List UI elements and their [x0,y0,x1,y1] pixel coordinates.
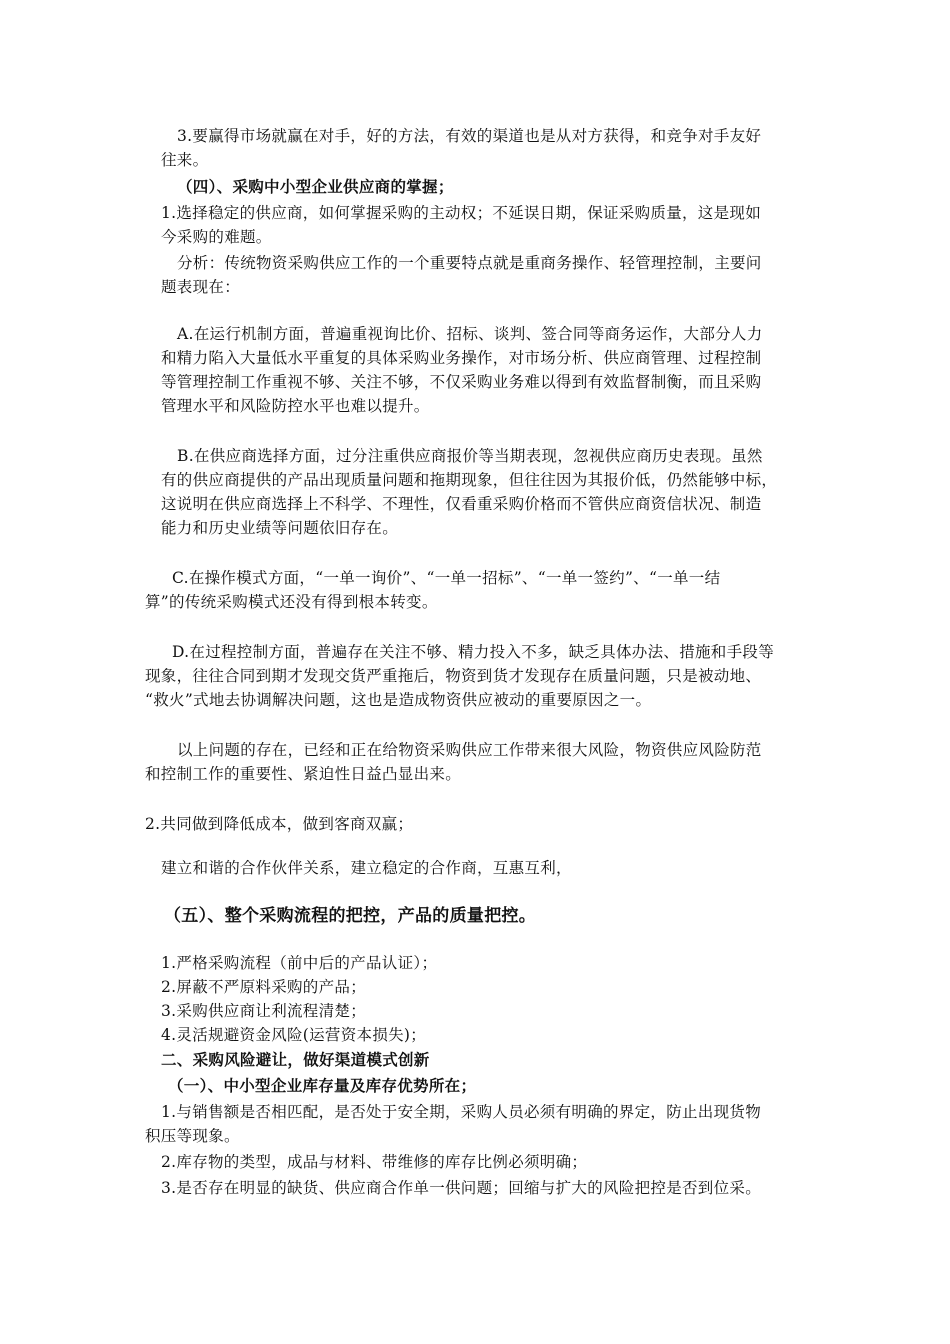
para-1-line-1: 1.选择稳定的供应商，如何掌握采购的主动权；不延误日期，保证采购质量，这是现如 [161,204,761,222]
inventory-item-2: 2.库存物的类型，成品与材料、带维修的库存比例必须明确； [161,1153,588,1171]
point-a-line-3: 等管理控制工作重视不够、关注不够，不仅采购业务难以得到有效监督制衡，而且采购 [161,373,762,391]
point-a-line-4: 管理水平和风险防控水平也难以提升。 [161,397,430,415]
point-a-line-1: A.在运行机制方面，普遍重视询比价、招标、谈判、签合同等商务运作，大部分人力 [177,325,763,343]
list5-item-1: 1.严格采购流程（前中后的产品认证）； [161,954,438,972]
analysis-line-1: 分析：传统物资采购供应工作的一个重要特点就是重商务操作、轻管理控制，主要问 [177,254,762,272]
point-d-line-1: D.在过程控制方面，普遍存在关注不够、精力投入不多，缺乏具体办法、措施和手段等 [172,643,775,661]
list5-item-2: 2.屏蔽不严原料采购的产品； [161,978,366,996]
partnership-line: 建立和谐的合作伙伴关系，建立稳定的合作商，互惠互利， [161,859,572,877]
section-heading-1: （一）、中小型企业库存量及库存优势所在； [168,1076,477,1095]
para-2: 2.共同做到降低成本，做到客商双赢； [145,815,414,833]
section-heading-5: （五）、整个采购流程的把控，产品的质量把控。 [164,906,537,926]
point-d-line-3: “救火”式地去协调解决问题，这也是造成物资供应被动的重要原因之一。 [145,691,652,709]
section-heading-4: （四）、采购中小型企业供应商的掌握； [177,177,454,196]
inventory-item-1-line-1: 1.与销售额是否相匹配，是否处于安全期，采购人员必须有明确的界定，防止出现货物 [161,1103,761,1121]
list5-item-4: 4.灵活规避资金风险(运营资本损失)； [161,1026,427,1044]
point-a-line-2: 和精力陷入大量低水平重复的具体采购业务操作，对市场分析、供应商管理、过程控制 [161,349,762,367]
analysis-line-2: 题表现在： [161,278,241,296]
summary-line-2: 和控制工作的重要性、紧迫性日益凸显出来。 [145,765,462,783]
point-c-line-1: C.在操作模式方面，“一单一询价”、“一单一招标”、“一单一签约”、“一单一结 [172,569,721,587]
point-b-line-3: 这说明在供应商选择上不科学、不理性，仅看重采购价格而不管供应商资信状况、制造 [161,495,762,513]
list5-item-3: 3.采购供应商让利流程清楚； [161,1002,366,1020]
inventory-item-1-line-2: 积压等现象。 [145,1127,240,1145]
point-b-line-4: 能力和历史业绩等问题依旧存在。 [161,519,399,537]
para-1-line-2: 今采购的难题。 [161,228,272,246]
point-b-line-1: B.在供应商选择方面，过分注重供应商报价等当期表现，忽视供应商历史表现。虽然 [177,447,763,465]
chapter-heading-2: 二、采购风险避让，做好渠道模式创新 [161,1050,430,1069]
point-b-line-2: 有的供应商提供的产品出现质量问题和拖期现象，但往往因为其报价低，仍然能够中标， [161,471,778,489]
point-d-line-2: 现象，往往合同到期才发现交货严重拖后，物资到货才发现存在质量问题，只是被动地、 [145,667,762,685]
point-c-line-2: 算”的传统采购模式还没有得到根本转变。 [145,593,438,611]
inventory-item-3: 3.是否存在明显的缺货、供应商合作单一供问题；回缩与扩大的风险把控是否到位采。 [161,1179,761,1197]
summary-line-1: 以上问题的存在，已经和正在给物资采购供应工作带来很大风险，物资供应风险防范 [177,741,762,759]
para-3-line-1: 3.要赢得市场就赢在对手，好的方法，有效的渠道也是从对方获得，和竞争对手友好 [177,127,762,145]
para-3-line-2: 往来。 [161,151,209,169]
